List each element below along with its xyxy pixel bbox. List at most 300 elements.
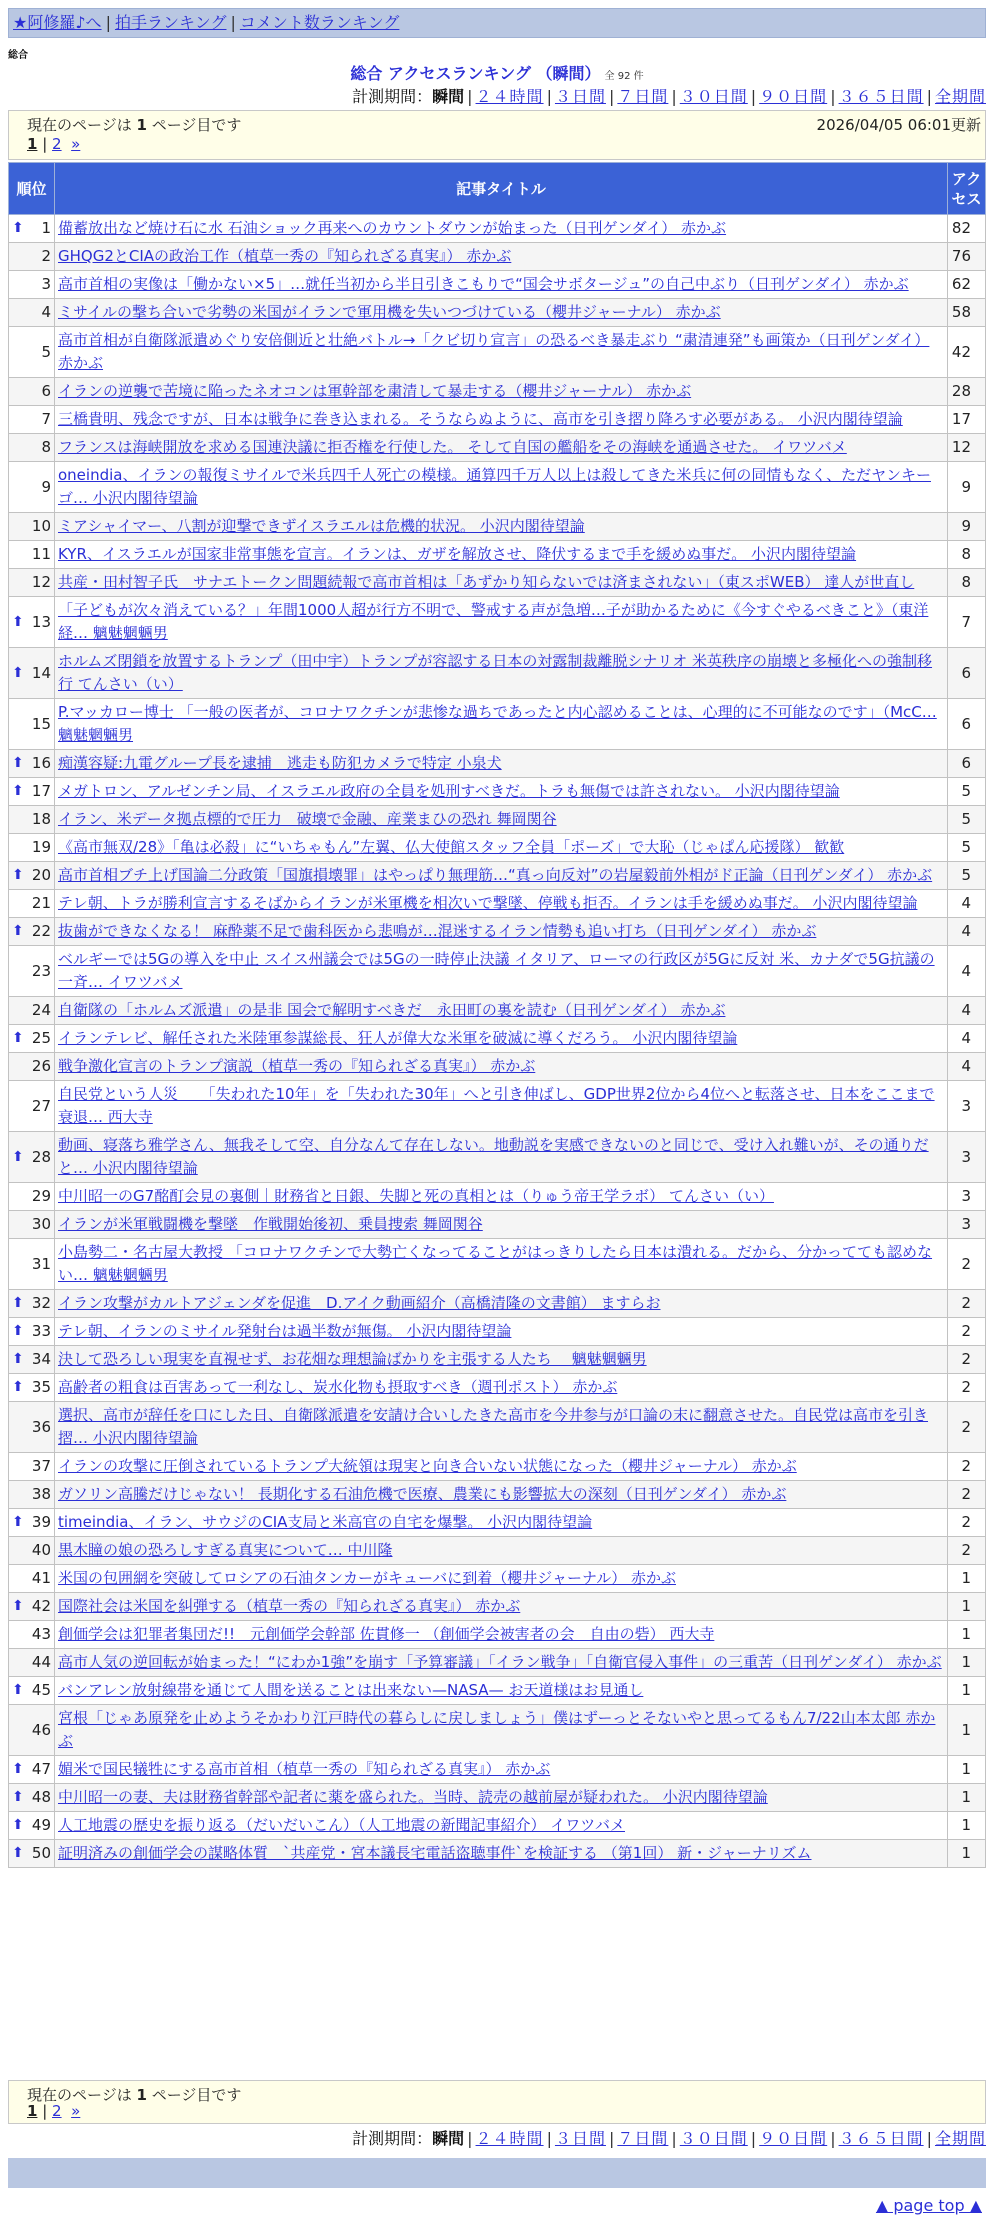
rank-up-arrow-icon: ⬆ bbox=[12, 1598, 24, 1614]
period-link[interactable]: ３０日間 bbox=[679, 2129, 748, 2148]
access-count: 76 bbox=[948, 243, 986, 271]
rank-number: 19 bbox=[31, 838, 51, 856]
table-row bbox=[9, 1211, 986, 1239]
period-separator: | bbox=[926, 87, 932, 106]
access-count: 2 bbox=[948, 1318, 986, 1346]
access-count: 4 bbox=[948, 1025, 986, 1053]
article-link[interactable]: 戦争激化宣言のトランプ演説（植草一秀の『知られざる真実』） 赤かぶ bbox=[58, 1057, 536, 1075]
table-row bbox=[9, 327, 986, 378]
page-info-bottom bbox=[8, 2080, 986, 2124]
rank-cell bbox=[9, 1593, 55, 1621]
period-separator: | bbox=[671, 87, 677, 106]
title-cell bbox=[55, 1784, 948, 1812]
title-cell bbox=[55, 1290, 948, 1318]
title-cell bbox=[55, 1053, 948, 1081]
rank-cell bbox=[9, 1509, 55, 1537]
article-link[interactable]: イランの逆襲で苦境に陥ったネオコンは軍幹部を粛清して暴走する（櫻井ジャーナル） 赤かぶ bbox=[58, 382, 692, 400]
article-link[interactable]: 媚米で国民犠牲にする高市首相（植草一秀の『知られざる真実』） 赤かぶ bbox=[58, 1760, 551, 1778]
article-link[interactable]: 小島勢二・名古屋大教授 「コロナワクチンで大勢亡くなってることがはっきりしたら日本は潰れる。だから、分かってても認めない… 魑魅魍魎男 bbox=[58, 1243, 933, 1284]
rank-cell bbox=[9, 1239, 55, 1290]
rank-number: 4 bbox=[41, 303, 51, 321]
pagination: 1 | 2 » bbox=[27, 135, 81, 153]
title-cell bbox=[55, 1649, 948, 1677]
access-count: 7 bbox=[948, 597, 986, 648]
article-link[interactable]: P.マッカロー博士 「一般の医者が、コロナワクチンが悲惨な過ちであったと内心認めることは、心理的に不可能なのです」（McC… 魑魅魍魎男 bbox=[58, 703, 937, 744]
article-link[interactable]: 高市首相ブチ上げ国論二分政策「国旗損壊罪」はやっぱり無理筋…“真っ向反対”の岩屋毅前外相がド正論（日刊ゲンダイ） 赤かぶ bbox=[58, 866, 933, 884]
article-link[interactable]: イランの攻撃に圧倒されているトランプ大統領は現実と向き合いない状態になった（櫻井ジャーナル） 赤かぶ bbox=[58, 1457, 797, 1475]
rank-cell bbox=[9, 862, 55, 890]
rank-cell bbox=[9, 243, 55, 271]
rank-cell bbox=[9, 890, 55, 918]
article-link[interactable]: 高市人気の逆回転が始まった！“にわか1強”を崩す「予算審議」「イラン戦争」「自衛官侵入事件」の三重苦（日刊ゲンダイ） 赤かぶ bbox=[58, 1653, 942, 1671]
table-row bbox=[9, 862, 986, 890]
article-link[interactable]: 三橋貴明、残念ですが、日本は戦争に巻き込まれる。そうならぬように、高市を引き摺り降ろす必要がある。 小沢内閣待望論 bbox=[58, 410, 903, 428]
period-link[interactable]: ３６５日間 bbox=[838, 87, 924, 106]
rank-number: 43 bbox=[31, 1625, 51, 1643]
title-cell bbox=[55, 243, 948, 271]
nav-separator: | bbox=[105, 13, 111, 32]
title-cell bbox=[55, 1565, 948, 1593]
table-row bbox=[9, 271, 986, 299]
rank-number: 14 bbox=[31, 663, 51, 682]
access-count: 5 bbox=[948, 778, 986, 806]
article-link[interactable]: 高齢者の粗食は百害あって一利なし、炭水化物も摂取すべき（週刊ポスト） 赤かぶ bbox=[58, 1378, 618, 1396]
rank-cell bbox=[9, 299, 55, 327]
rank-cell bbox=[9, 569, 55, 597]
access-count: 17 bbox=[948, 406, 986, 434]
access-count: 1 bbox=[948, 1784, 986, 1812]
article-link[interactable]: ベルギーでは5Gの導入を中止 スイス州議会では5Gの一時停止決議 イタリア、ローマの行政区が5Gに反対 米、カナダで5G抗議の一斉… イワツバメ bbox=[58, 950, 935, 991]
title-cell bbox=[55, 215, 948, 243]
access-count: 1 bbox=[948, 1621, 986, 1649]
rank-number: 24 bbox=[31, 1001, 51, 1019]
rank-cell bbox=[9, 699, 55, 750]
access-count: 4 bbox=[948, 1053, 986, 1081]
article-link[interactable]: 動画、寝落ち雅学さん、無我そして空、自分なんて存在しない。地動説を実感できないのと同じで、受け入れ難いが、その通りだと… 小沢内閣待望論 bbox=[58, 1136, 929, 1177]
rank-cell bbox=[9, 1565, 55, 1593]
rank-number: 46 bbox=[31, 1720, 51, 1739]
title-cell bbox=[55, 750, 948, 778]
rank-number: 47 bbox=[31, 1760, 51, 1778]
article-link[interactable]: テレ朝、トラが勝利宣言するそばからイランが米軍機を相次いで撃墜、停戦も拒否。イランは手を緩めぬ事だ。 小沢内閣待望論 bbox=[58, 894, 918, 912]
access-count: 2 bbox=[948, 1509, 986, 1537]
article-link[interactable]: イラン、米データ拠点標的で圧力 破壊で金融、産業まひの恐れ 舞岡関谷 bbox=[58, 810, 557, 828]
table-row bbox=[9, 1784, 986, 1812]
article-link[interactable]: 人工地震の歴史を振り返る（だいだいこん）（人工地震の新聞記事紹介） イワツバメ bbox=[58, 1816, 625, 1834]
access-count: 1 bbox=[948, 1677, 986, 1705]
period-link[interactable]: ９０日間 bbox=[759, 2129, 828, 2148]
header-title: 記事タイトル bbox=[55, 163, 948, 215]
access-count: 6 bbox=[948, 750, 986, 778]
rank-cell bbox=[9, 1132, 55, 1183]
page-status-pre: 現在のページは bbox=[27, 2086, 132, 2104]
rank-cell bbox=[9, 1481, 55, 1509]
article-link[interactable]: 自民党という人災 「失われた10年」を「失われた30年」へと引き伸ばし、GDP世界2位から4位へと転落させ、日本をここまで衰退… 西大寺 bbox=[58, 1085, 935, 1126]
table-row bbox=[9, 750, 986, 778]
access-count: 6 bbox=[948, 699, 986, 750]
article-link[interactable]: ミアシャイマー、八割が迎撃できずイスラエルは危機的状況。 小沢内閣待望論 bbox=[58, 517, 585, 535]
title-cell bbox=[55, 946, 948, 997]
rank-up-arrow-icon: ⬆ bbox=[12, 1817, 24, 1833]
title-cell bbox=[55, 1183, 948, 1211]
period-link[interactable]: ７日間 bbox=[617, 87, 669, 106]
title-cell bbox=[55, 1318, 948, 1346]
period-separator: | bbox=[750, 2129, 757, 2148]
article-link[interactable]: 宮根「じゃあ原発を止めようそかわり江戸時代の暮らしに戻しましょう」僕はずーっとそないやと思ってるもん7/22山本太郎 赤かぶ bbox=[58, 1709, 936, 1750]
title-cell bbox=[55, 1081, 948, 1132]
title-cell bbox=[55, 597, 948, 648]
article-link[interactable]: oneindia、イランの報復ミサイルで米兵四千人死亡の模様。通算四千万人以上は殺してきた米兵に何の同情もなく、ただヤンキーゴ… 小沢内閣待望論 bbox=[58, 466, 931, 507]
rank-number: 36 bbox=[31, 1417, 51, 1436]
title-cell bbox=[55, 1621, 948, 1649]
table-row bbox=[9, 462, 986, 513]
access-count: 9 bbox=[948, 462, 986, 513]
rank-up-arrow-icon: ⬆ bbox=[12, 755, 24, 771]
table-row bbox=[9, 778, 986, 806]
period-link[interactable]: ３０日間 bbox=[679, 87, 748, 106]
period-link[interactable]: ７日間 bbox=[617, 2129, 669, 2148]
article-link[interactable]: 「子どもが次々消えている？」年間1000人超が行方不明で、警戒する声が急増…子が助かるために《今すぐやるべきこと》（東洋経… 魑魅魍魎男 bbox=[58, 601, 929, 642]
rank-cell bbox=[9, 513, 55, 541]
article-link[interactable]: 米国の包囲網を突破してロシアの石油タンカーがキューバに到着（櫻井ジャーナル） 赤かぶ bbox=[58, 1569, 676, 1587]
page-1: 1 bbox=[27, 2102, 38, 2120]
article-link[interactable]: 《高市無双/28》「亀は必殺」に“いちゃもん”左翼、仏大使館スタッフ全員「ポーズ」で大恥（じゃぱん応援隊） 歓歓 bbox=[58, 838, 845, 856]
period-label: 計測期間： bbox=[352, 87, 433, 106]
access-count: 1 bbox=[948, 1756, 986, 1784]
table-row bbox=[9, 1183, 986, 1211]
table-row bbox=[9, 1565, 986, 1593]
rank-cell bbox=[9, 834, 55, 862]
page-info bbox=[8, 110, 986, 160]
article-link[interactable]: フランスは海峡開放を求める国連決議に拒否権を行使した。 そして自国の艦船をその海峡を通過させた。 イワツバメ bbox=[58, 438, 847, 456]
rank-up-arrow-icon: ⬆ bbox=[12, 1323, 24, 1339]
rank-number: 9 bbox=[41, 477, 51, 496]
period-separator: | bbox=[750, 87, 757, 106]
access-count: 2 bbox=[948, 1374, 986, 1402]
access-count: 1 bbox=[948, 1593, 986, 1621]
title-cell bbox=[55, 1812, 948, 1840]
access-count: 4 bbox=[948, 918, 986, 946]
title-cell bbox=[55, 541, 948, 569]
article-link[interactable]: ガソリン高騰だけじゃない！ 長期化する石油危機で医療、農業にも影響拡大の深刻（日刊ゲンダイ） 赤かぶ bbox=[58, 1485, 787, 1503]
rank-cell bbox=[9, 1649, 55, 1677]
rank-cell bbox=[9, 1318, 55, 1346]
title-cell bbox=[55, 1374, 948, 1402]
rank-number: 3 bbox=[41, 275, 51, 293]
access-count: 82 bbox=[948, 215, 986, 243]
title-cell bbox=[55, 299, 948, 327]
article-link[interactable]: 痴漢容疑:九電グループ長を逮捕 逃走も防犯カメラで特定 小泉犬 bbox=[58, 754, 502, 772]
rank-cell bbox=[9, 1453, 55, 1481]
access-count: 1 bbox=[948, 1812, 986, 1840]
period-separator: | bbox=[546, 87, 552, 106]
period-link[interactable]: 全期間 bbox=[934, 87, 986, 106]
table-row bbox=[9, 1239, 986, 1290]
article-link[interactable]: 証明済みの創価学会の謀略体質 `共産党・宮本議長宅電話盗聴事件`を検証する （第1回） 新・ジャーナリズム bbox=[58, 1844, 812, 1862]
table-row bbox=[9, 243, 986, 271]
table-row bbox=[9, 918, 986, 946]
rank-cell bbox=[9, 778, 55, 806]
access-count: 3 bbox=[948, 1132, 986, 1183]
total-count: 全 92 件 bbox=[604, 71, 644, 82]
access-count: 2 bbox=[948, 1537, 986, 1565]
ranking-body bbox=[9, 215, 986, 1868]
rank-number: 28 bbox=[31, 1147, 51, 1166]
title-cell bbox=[55, 1593, 948, 1621]
title-cell bbox=[55, 1481, 948, 1509]
rank-number: 18 bbox=[31, 810, 51, 828]
article-link[interactable]: 中川昭一の妻、夫は財務省幹部や記者に薬を盛られた。当時、読売の越前屋が疑われた。 小沢内閣待望論 bbox=[58, 1788, 768, 1806]
home-link[interactable]: ★阿修羅♪へ bbox=[13, 13, 102, 32]
title-cell bbox=[55, 327, 948, 378]
header-rank: 順位 bbox=[9, 163, 55, 215]
article-link[interactable]: イランテレビ、解任された米陸軍参謀総長、狂人が偉大な米軍を破滅に導くだろう。 小沢内閣待望論 bbox=[58, 1029, 738, 1047]
nav-separator: | bbox=[230, 13, 236, 32]
page-2-link[interactable]: 2 bbox=[52, 2102, 62, 2120]
table-row bbox=[9, 1025, 986, 1053]
access-count: 3 bbox=[948, 1211, 986, 1239]
period-link[interactable]: ３日間 bbox=[554, 2129, 606, 2148]
rank-up-arrow-icon: ⬆ bbox=[12, 1295, 24, 1311]
access-count: 4 bbox=[948, 997, 986, 1025]
article-link[interactable]: 共産・田村智子氏 サナエトークン問題続報で高市首相は「あずかり知らないでは済まされない」（東スポWEB） 達人が世直し bbox=[58, 573, 915, 591]
article-link[interactable]: 高市首相の実像は「働かない×5」…就任当初から半日引きこもりで“国会サボタージュ”の自己中ぶり（日刊ゲンダイ） 赤かぶ bbox=[58, 275, 909, 293]
article-link[interactable]: KYR、イスラエルが国家非常事態を宣言。イランは、ガザを解放させ、降伏するまで手を緩めぬ事だ。 小沢内閣待望論 bbox=[58, 545, 857, 563]
table-row bbox=[9, 1621, 986, 1649]
table-row bbox=[9, 1677, 986, 1705]
article-link[interactable]: イランが米軍戦闘機を撃墜 作戦開始後初、乗員捜索 舞岡関谷 bbox=[58, 1215, 483, 1233]
rank-up-arrow-icon: ⬆ bbox=[12, 1351, 24, 1367]
title-cell bbox=[55, 434, 948, 462]
article-link[interactable]: テレ朝、イランのミサイル発射台は過半数が無傷。 小沢内閣待望論 bbox=[58, 1322, 512, 1340]
rank-up-arrow-icon: ⬆ bbox=[12, 1148, 24, 1165]
access-count: 6 bbox=[948, 648, 986, 699]
table-row bbox=[9, 1290, 986, 1318]
rank-number: 16 bbox=[31, 754, 51, 772]
page-title bbox=[0, 61, 994, 84]
access-count: 8 bbox=[948, 569, 986, 597]
period-current: 瞬間 bbox=[432, 2129, 465, 2148]
period-link[interactable]: ２４時間 bbox=[475, 2129, 544, 2148]
rank-cell bbox=[9, 1053, 55, 1081]
page-status-pre: 現在のページは bbox=[27, 116, 132, 134]
table-row bbox=[9, 1453, 986, 1481]
article-link[interactable]: 決して恐ろしい現実を直視せず、お花畑な理想論ばかりを主張する人たち 魑魅魍魎男 bbox=[58, 1350, 647, 1368]
article-link[interactable]: 高市首相が自衛隊派遣めぐり安倍側近と壮絶バトル→「クビ切り宣言」の恐るべき暴走ぶり “粛清連発”も画策か（日刊ゲンダイ） 赤かぶ bbox=[58, 331, 930, 372]
article-link[interactable]: 備蓄放出など焼け石に水 石油ショック再来へのカウントダウンが始まった（日刊ゲンダイ） 赤かぶ bbox=[58, 219, 727, 237]
rank-number: 6 bbox=[41, 382, 51, 400]
title-cell bbox=[55, 271, 948, 299]
next-page-link[interactable]: » bbox=[71, 2102, 81, 2120]
period-link[interactable]: ３日間 bbox=[554, 87, 606, 106]
access-count: 28 bbox=[948, 378, 986, 406]
article-link[interactable]: 自衛隊の「ホルムズ派遣」の是非 国会で解明すべきだ 永田町の裏を読む（日刊ゲンダイ） 赤かぶ bbox=[58, 1001, 726, 1019]
access-count: 58 bbox=[948, 299, 986, 327]
rank-cell bbox=[9, 378, 55, 406]
table-row bbox=[9, 890, 986, 918]
access-count: 3 bbox=[948, 1081, 986, 1132]
period-link[interactable]: ９０日間 bbox=[759, 87, 828, 106]
period-separator: | bbox=[608, 2129, 615, 2148]
table-row bbox=[9, 1481, 986, 1509]
rank-cell bbox=[9, 1677, 55, 1705]
table-row bbox=[9, 1081, 986, 1132]
title-cell bbox=[55, 1705, 948, 1756]
title-cell bbox=[55, 778, 948, 806]
next-page-link[interactable]: » bbox=[71, 135, 81, 153]
rank-cell bbox=[9, 215, 55, 243]
rank-number: 44 bbox=[31, 1653, 51, 1671]
rank-number: 13 bbox=[31, 612, 51, 631]
article-link[interactable]: イラン攻撃がカルトアジェンダを促進 D.アイク動画紹介（高橋清隆の文書館） ますらお bbox=[58, 1294, 661, 1312]
period-link[interactable]: 全期間 bbox=[934, 2129, 986, 2148]
pagination-bottom: 1 | 2 » bbox=[27, 2102, 81, 2120]
rank-cell bbox=[9, 1025, 55, 1053]
rank-cell bbox=[9, 1402, 55, 1453]
rank-cell bbox=[9, 271, 55, 299]
rank-number: 1 bbox=[41, 219, 51, 237]
title-cell bbox=[55, 569, 948, 597]
period-label: 計測期間： bbox=[352, 2129, 433, 2148]
article-link[interactable]: 抜歯ができなくなる！ 麻酔薬不足で歯科医から悲鳴が…混迷するイラン情勢も追い打ち（日刊ゲンダイ） 赤かぶ bbox=[58, 922, 817, 940]
period-link[interactable]: ３６５日間 bbox=[838, 2129, 924, 2148]
updated-time: 2026/04/05 06:01更新 bbox=[816, 116, 981, 134]
table-row bbox=[9, 1509, 986, 1537]
table-row bbox=[9, 597, 986, 648]
rank-cell bbox=[9, 918, 55, 946]
title-cell bbox=[55, 1402, 948, 1453]
rank-number: 27 bbox=[31, 1096, 51, 1115]
table-row bbox=[9, 1374, 986, 1402]
rank-number: 45 bbox=[31, 1681, 51, 1699]
table-row bbox=[9, 1756, 986, 1784]
period-separator: | bbox=[830, 87, 836, 106]
article-link[interactable]: ミサイルの撃ち合いで劣勢の米国がイランで軍用機を失いつづけている（櫻井ジャーナル） 赤かぶ bbox=[58, 303, 721, 321]
title-cell bbox=[55, 890, 948, 918]
rank-cell bbox=[9, 1081, 55, 1132]
rank-number: 34 bbox=[31, 1350, 51, 1368]
rank-cell bbox=[9, 406, 55, 434]
period-current: 瞬間 bbox=[432, 87, 465, 106]
title-cell bbox=[55, 834, 948, 862]
table-row bbox=[9, 699, 986, 750]
rank-number: 50 bbox=[31, 1844, 51, 1862]
article-link[interactable]: 選択、高市が辞任を口にした日、自衛隊派遣を安請け合いしたきた高市を今井参与が口論の末に翻意させた。自民党は高市を引き摺… 小沢内閣待望論 bbox=[58, 1406, 929, 1447]
access-count: 2 bbox=[948, 1239, 986, 1290]
rank-number: 17 bbox=[31, 782, 51, 800]
article-link[interactable]: ホルムズ閉鎖を放置するトランプ（田中宇）トランプが容認する日本の対露制裁離脱シナリオ 米英秩序の崩壊と多極化への強制移行 てんさい（い） bbox=[58, 652, 933, 693]
comment-ranking-link[interactable]: コメント数ランキング bbox=[239, 13, 400, 32]
title-cell bbox=[55, 806, 948, 834]
rank-cell bbox=[9, 750, 55, 778]
title-text: 総合 アクセスランキング （瞬間） bbox=[350, 64, 601, 83]
table-row bbox=[9, 1132, 986, 1183]
table-row bbox=[9, 946, 986, 997]
rank-cell bbox=[9, 1211, 55, 1239]
table-row bbox=[9, 1705, 986, 1756]
rank-cell bbox=[9, 1346, 55, 1374]
title-cell bbox=[55, 1132, 948, 1183]
rank-number: 15 bbox=[31, 714, 51, 733]
rank-cell bbox=[9, 1537, 55, 1565]
title-cell bbox=[55, 1025, 948, 1053]
page-top-link[interactable]: ▲ page top ▲ bbox=[875, 2196, 982, 2215]
rank-number: 42 bbox=[31, 1597, 51, 1615]
article-link[interactable]: バンアレン放射線帯を通じて人間を送ることは出来ない—NASA— お天道様はお見通し bbox=[58, 1681, 644, 1699]
page-status bbox=[27, 114, 241, 135]
access-count: 2 bbox=[948, 1346, 986, 1374]
rank-number: 22 bbox=[31, 922, 51, 940]
article-link[interactable]: timeindia、イラン、サウジのCIA支局と米高官の自宅を爆撃。 小沢内閣待望論 bbox=[58, 1513, 593, 1531]
article-link[interactable]: 創価学会は犯罪者集団だ!! 元創価学会幹部 佐貫修一 （創価学会被害者の会 自由の砦） 西大寺 bbox=[58, 1625, 715, 1643]
rank-up-arrow-icon: ⬆ bbox=[12, 783, 24, 799]
rank-cell bbox=[9, 462, 55, 513]
article-link[interactable]: GHQG2とCIAの政治工作（植草一秀の『知られざる真実』） 赤かぶ bbox=[58, 247, 512, 265]
title-cell bbox=[55, 406, 948, 434]
rank-number: 20 bbox=[31, 866, 51, 884]
page-status-post: ページ目です bbox=[151, 116, 242, 134]
rank-cell bbox=[9, 1183, 55, 1211]
access-count: 5 bbox=[948, 834, 986, 862]
ranking-table bbox=[8, 162, 986, 1868]
rank-number: 35 bbox=[31, 1378, 51, 1396]
access-count: 1 bbox=[948, 1649, 986, 1677]
rank-up-arrow-icon: ⬆ bbox=[12, 1761, 24, 1777]
access-count: 42 bbox=[948, 327, 986, 378]
access-count: 8 bbox=[948, 541, 986, 569]
period-separator: | bbox=[467, 2129, 473, 2148]
rank-up-arrow-icon: ⬆ bbox=[12, 613, 24, 630]
rank-number: 41 bbox=[31, 1569, 51, 1587]
table-row bbox=[9, 806, 986, 834]
table-row bbox=[9, 513, 986, 541]
article-link[interactable]: 黒木瞳の娘の恐ろしすぎる真実について… 中川隆 bbox=[58, 1541, 393, 1559]
rank-number: 40 bbox=[31, 1541, 51, 1559]
article-link[interactable]: 中川昭一のG7酩酊会見の裏側｜財務省と日銀、失脚と死の真相とは（りゅう帝王学ラボ） てんさい（い） bbox=[58, 1187, 774, 1205]
rank-up-arrow-icon: ⬆ bbox=[12, 1845, 24, 1861]
title-cell bbox=[55, 1840, 948, 1868]
title-cell bbox=[55, 918, 948, 946]
rank-number: 26 bbox=[31, 1057, 51, 1075]
access-count: 5 bbox=[948, 806, 986, 834]
table-row bbox=[9, 1537, 986, 1565]
access-count: 4 bbox=[948, 890, 986, 918]
rank-up-arrow-icon: ⬆ bbox=[12, 1379, 24, 1395]
period-link[interactable]: ２４時間 bbox=[475, 87, 544, 106]
rank-cell bbox=[9, 1621, 55, 1649]
period-separator: | bbox=[546, 2129, 552, 2148]
article-link[interactable]: メガトロン、アルゼンチン局、イスラエル政府の全員を処刑すべきだ。トラも無傷では許されない。 小沢内閣待望論 bbox=[58, 782, 840, 800]
rank-number: 25 bbox=[31, 1029, 51, 1047]
article-link[interactable]: 国際社会は米国を糾弾する（植草一秀の『知られざる真実』） 赤かぶ bbox=[58, 1597, 521, 1615]
rank-cell bbox=[9, 434, 55, 462]
rank-number: 8 bbox=[41, 438, 51, 456]
access-count: 4 bbox=[948, 946, 986, 997]
rank-cell bbox=[9, 327, 55, 378]
page-2-link[interactable]: 2 bbox=[52, 135, 62, 153]
rank-up-arrow-icon: ⬆ bbox=[12, 1514, 24, 1530]
table-row bbox=[9, 569, 986, 597]
table-row bbox=[9, 215, 986, 243]
bottom-bar bbox=[8, 2158, 986, 2188]
clap-ranking-link[interactable]: 拍手ランキング bbox=[114, 13, 227, 32]
category-kicker: 総合 bbox=[8, 50, 28, 61]
title-cell bbox=[55, 862, 948, 890]
access-count: 1 bbox=[948, 1840, 986, 1868]
title-cell bbox=[55, 1677, 948, 1705]
access-count: 62 bbox=[948, 271, 986, 299]
rank-up-arrow-icon: ⬆ bbox=[12, 867, 24, 883]
